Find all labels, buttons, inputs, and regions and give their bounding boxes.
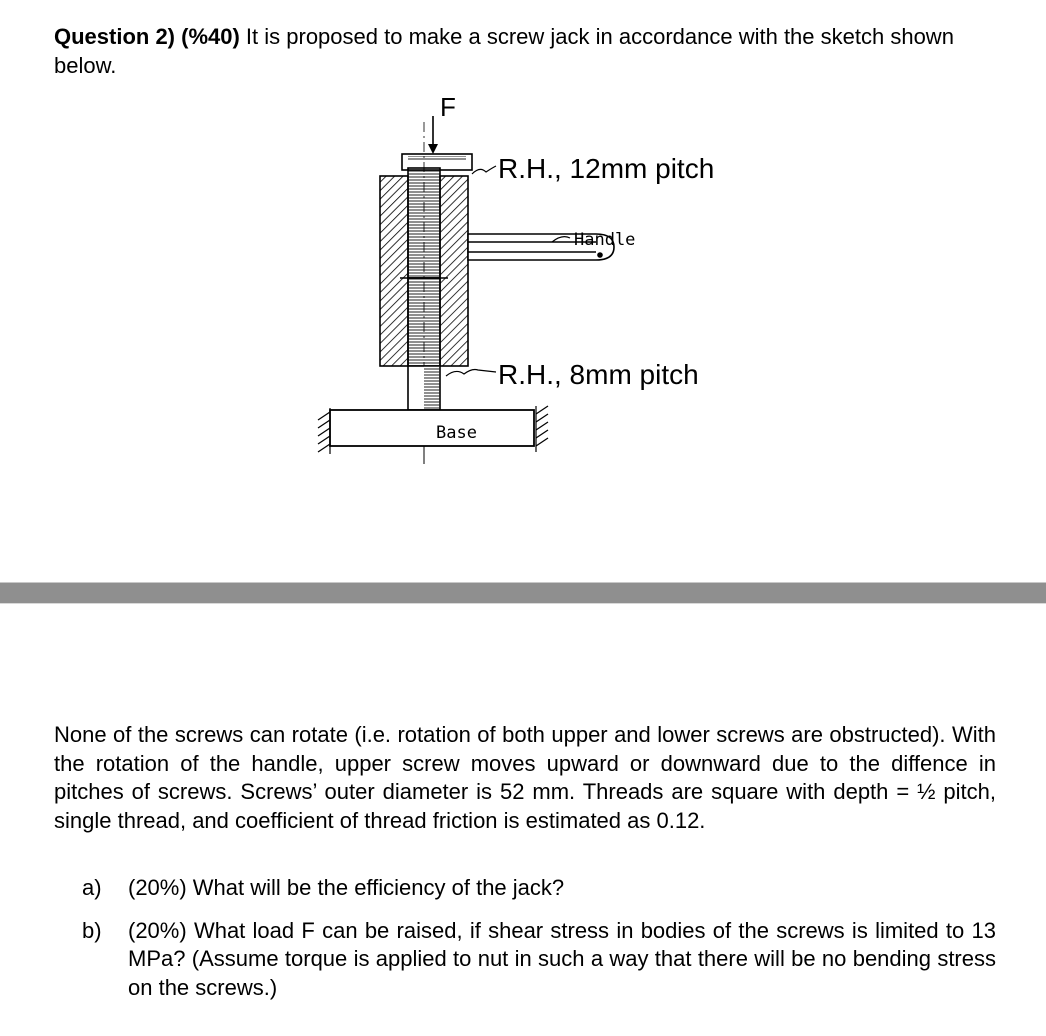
screw-jack-sketch	[300, 92, 770, 472]
lower-thread-leader	[446, 370, 496, 377]
list-item-text: (20%) What will be the efficiency of the jack?	[128, 875, 565, 900]
list-marker: a)	[82, 875, 102, 900]
force-label: F	[440, 92, 456, 122]
upper-thread-leader	[472, 166, 496, 174]
nut-right-wall	[440, 176, 468, 366]
list-item-text: (20%) What load F can be raised, if shear stress in bodies of the screws is limited to 13 MPa? (Assume torque is applied to nut in such a way that there will be no bending stress on the screws.)	[128, 917, 996, 1000]
force-arrow	[428, 116, 438, 154]
base-label: Base	[436, 423, 477, 443]
base-ground-left	[318, 408, 330, 454]
question-list	[82, 874, 996, 1016]
question-intro: It is proposed to make a screw jack in accordance with the sketch shown below.	[54, 24, 954, 78]
base-block	[330, 410, 534, 446]
page-divider	[0, 582, 1046, 604]
question-heading	[54, 22, 1004, 80]
lower-thread-label: R.H., 8mm pitch	[498, 359, 699, 390]
question-label: Question 2) (%40)	[54, 24, 240, 49]
list-item	[82, 917, 996, 1003]
nut-left-wall	[380, 176, 408, 366]
problem-paragraph: None of the screws can rotate (i.e. rotation of both upper and lower screws are obstructed). With the rotation of the handle, upper screw moves upward or downward due to the diffence in pitches of screws. Screws’ outer diameter is 52 mm. Threads are square with depth = ½ pitch, single thread, and coefficient of thread friction is estimated as 0.12.	[54, 722, 996, 833]
handle-label: Handle	[574, 230, 636, 250]
upper-thread-label: R.H., 12mm pitch	[498, 153, 715, 184]
base-ground-right	[536, 406, 548, 452]
list-marker: b)	[82, 917, 102, 943]
list-item	[82, 874, 996, 903]
